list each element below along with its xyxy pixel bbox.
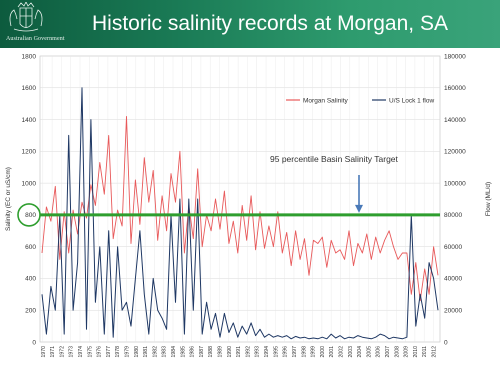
x-tick-label: 1995	[273, 346, 280, 358]
y2-tick-label: 140000	[444, 116, 466, 124]
x-tick-label: 2005	[366, 346, 373, 358]
title-bar	[0, 0, 500, 48]
y2-tick-label: 80000	[444, 212, 463, 220]
y2-tick-label: 120000	[444, 148, 466, 156]
y2-tick-label: 0	[444, 339, 448, 347]
y-tick-label: 1800	[21, 53, 36, 61]
x-tick-label: 1984	[171, 346, 178, 358]
x-tick-label: 1979	[124, 346, 131, 358]
plot-area	[40, 56, 440, 342]
x-tick-label: 2010	[412, 346, 419, 358]
y2-tick-label: 180000	[444, 53, 466, 61]
x-tick-label: 1997	[291, 346, 298, 358]
x-tick-label: 1989	[217, 346, 224, 358]
y-tick-label: 200	[25, 307, 36, 315]
x-tick-label: 1988	[208, 346, 215, 358]
y-tick-label: 1600	[21, 85, 36, 93]
x-tick-label: 2009	[403, 346, 410, 358]
x-tick-label: 1994	[264, 346, 271, 358]
x-tick-label: 1993	[254, 346, 261, 358]
x-tick-label: 1986	[189, 346, 196, 358]
x-tick-label: 1972	[59, 346, 66, 358]
x-tick-label: 1996	[282, 346, 289, 358]
salinity-flow-chart	[0, 48, 500, 375]
x-tick-label: 2012	[431, 346, 438, 358]
x-tick-label: 2006	[375, 346, 382, 358]
legend-label-salinity: Morgan Salinity	[303, 97, 348, 105]
x-tick-label: 1982	[152, 346, 159, 358]
y2-tick-label: 40000	[444, 275, 463, 283]
x-tick-label: 2008	[394, 346, 401, 358]
y-tick-label: 0	[32, 339, 36, 347]
y2-axis-label: Flow (ML/d)	[485, 181, 492, 217]
x-tick-label: 2001	[329, 346, 336, 358]
x-tick-label: 1970	[40, 346, 47, 358]
logo-text: Australian Government	[6, 36, 65, 42]
x-tick-label: 1974	[78, 346, 84, 358]
target-annotation: 95 percentile Basin Salinity Target	[270, 154, 398, 164]
y-tick-label: 600	[25, 243, 36, 251]
x-tick-label: 1978	[115, 346, 122, 358]
legend-label-flow: U/S Lock 1 flow	[389, 97, 435, 105]
x-tick-label: 1971	[50, 346, 57, 358]
y-tick-label: 1000	[21, 180, 36, 188]
x-tick-label: 1987	[198, 346, 205, 358]
slide-title: Historic salinity records at Morgan, SA	[92, 12, 448, 35]
y-tick-label: 800	[25, 212, 36, 220]
x-tick-label: 1991	[236, 346, 243, 358]
x-tick-label: 2002	[338, 346, 345, 358]
y2-tick-label: 60000	[444, 243, 463, 251]
y2-tick-label: 160000	[444, 85, 466, 93]
x-tick-label: 2003	[347, 346, 354, 358]
x-tick-label: 1992	[245, 346, 252, 358]
x-tick-label: 2004	[357, 346, 364, 358]
y2-tick-label: 100000	[444, 180, 466, 188]
x-tick-label: 1977	[105, 346, 112, 358]
x-tick-label: 1998	[301, 346, 308, 358]
y-tick-label: 400	[25, 275, 36, 283]
series-line-flow	[42, 88, 438, 339]
x-tick-label: 1985	[180, 346, 187, 358]
x-tick-label: 1990	[226, 346, 233, 358]
x-tick-label: 2007	[384, 346, 391, 358]
x-tick-label: 1999	[310, 346, 317, 358]
x-tick-label: 1983	[161, 346, 168, 358]
x-tick-label: 2011	[422, 346, 429, 358]
x-tick-label: 2000	[319, 346, 326, 358]
y-tick-label: 1200	[21, 148, 36, 156]
y-axis-label: Salinity (EC or uS/cm)	[5, 167, 12, 231]
x-tick-label: 1975	[87, 346, 94, 358]
x-tick-label: 1981	[143, 346, 150, 358]
x-tick-label: 1980	[133, 346, 140, 358]
x-tick-label: 1973	[68, 346, 75, 358]
annotation-arrow-head	[355, 205, 363, 213]
y2-tick-label: 20000	[444, 307, 463, 315]
x-tick-label: 1976	[96, 346, 103, 358]
y-tick-label: 1400	[21, 116, 36, 124]
